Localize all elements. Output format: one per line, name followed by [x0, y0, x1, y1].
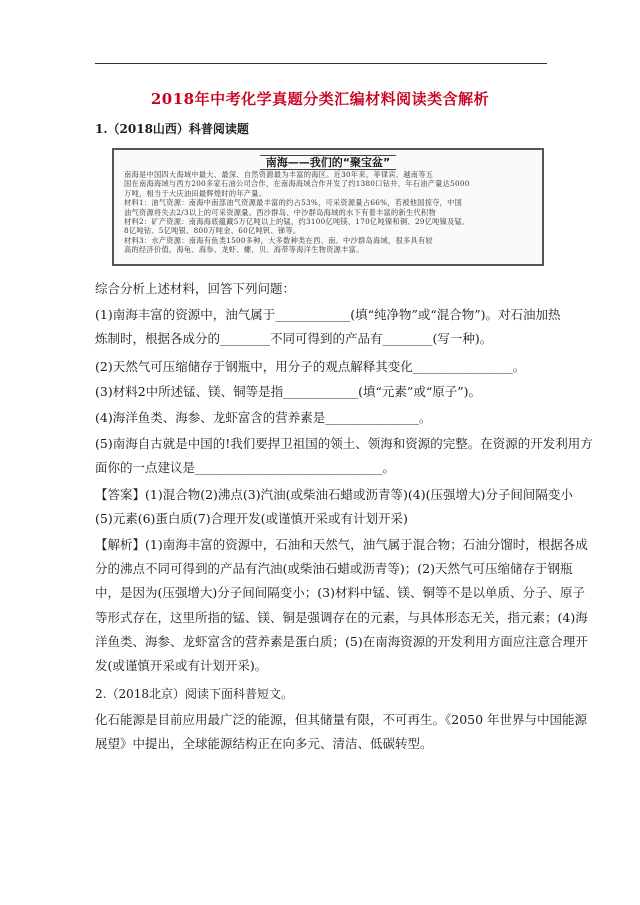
top-rule — [95, 63, 547, 64]
question-1-heading: 1.（2018山西）科普阅读题 — [95, 122, 249, 136]
scan-line: 高的经济价值。海龟、海参、龙虾、螺、贝、海带等海洋生物资源丰富。 — [124, 245, 364, 255]
scanned-material-title: 南海——我们的“聚宝盆” — [114, 154, 542, 170]
analysis-line: 分的沸点不同可得到的产品有汽油(或柴油石蜡或沥青等)；(2)天然气可压缩储存于钢瓶 — [95, 561, 573, 576]
scan-line: 国在南海海域与西方200多家石油公司合作，在南海海域合作开发了约1380口钻井，年石油产量达5000 — [124, 179, 470, 189]
question-line: 面你的一点建议是______________________________。 — [95, 460, 396, 475]
analysis-line: 中，是因为(压强增大)分子间间隔变小；(3)材料中锰、镁、铜等不是以单质、分子、原子 — [95, 585, 585, 600]
body-line: 展望》中提出，全球能源结构正在向多元、清洁、低碳转型。 — [95, 736, 433, 751]
analysis-line: 洋鱼类、海参、龙虾富含的营养素是蛋白质；(5)在南海资源的开发利用方面应注意合理开 — [95, 634, 588, 649]
answer-label: 【答案】 — [95, 487, 146, 502]
scan-line: 油气资源将失去2/3以上的可采资源量。西沙群岛、中沙群岛海域的水下有着丰富的新生代积物 — [124, 207, 436, 217]
analysis-line: 【解析】(1)南海丰富的资源中，石油和天然气，油气属于混合物；石油分馏时，根据各成 — [95, 537, 588, 552]
scan-line: 材料3：水产资源：南海有鱼类1500多种，大多数种类在西、南、中沙群岛海域，很多具有较 — [124, 235, 433, 245]
scan-line: 万吨，相当于大庆油田最辉煌时的年产量。 — [124, 188, 267, 198]
question-line: (3)材料2中所述锰、镁、铜等是指____________(填“元素”或“原子”)。 — [95, 384, 481, 399]
intro-text: 综合分析上述材料，回答下列问题： — [95, 281, 296, 296]
scan-line: 南海是中国四大海域中最大、最深、自然资源最为丰富的海区。近30年来，菲律宾、越南等五 — [124, 170, 434, 179]
scan-line: 8亿吨钴、5亿吨银、800万吨金、60亿吨钒、锑等。 — [124, 226, 301, 236]
question-line: (2)天然气可压缩储存于钢瓶中，用分子的观点解释其变化________________。 — [95, 359, 526, 374]
question-line: 炼制时，根据各成分的________不同可得到的产品有________(写一种)。 — [95, 331, 493, 346]
analysis-line: 等形式存在，这里所指的锰、镁、铜是强调存在的元素，与具体形态无关，指元素；(4)海 — [95, 610, 588, 625]
page-title: 2018年中考化学真题分类汇编材料阅读类含解析 — [150, 90, 490, 108]
analysis-label: 【解析】 — [95, 537, 146, 552]
question-line: (5)南海自古就是中国的!我们要捍卫祖国的领土、领海和资源的完整。在资源的开发利用方 — [95, 436, 593, 451]
scanned-material-box — [112, 148, 544, 266]
question-2-heading: 2.（2018北京）阅读下面科普短文。 — [95, 687, 293, 701]
analysis-line: 发(或谨慎开采或有计划开采)。 — [95, 658, 268, 673]
body-line: 化石能源是目前应用最广泛的能源，但其储量有限，不可再生。《2050 年世界与中国能源 — [95, 712, 588, 727]
answer-line: (5)元素(6)蛋白质(7)合理开发(或谨慎开采或有计划开采) — [95, 511, 408, 526]
answer-line: 【答案】(1)混合物(2)沸点(3)汽油(或柴油石蜡或沥青等)(4)(压强增大)分子间间隔变小 — [95, 487, 573, 502]
question-line: (4)海洋鱼类、海参、龙虾富含的营养素是_______________。 — [95, 410, 432, 425]
scan-line: 材料2：矿产资源：南海海底蕴藏5万亿吨以上的锰，约3100亿吨镁、170亿吨镍和铜、29亿吨镍及锰、 — [124, 217, 470, 227]
question-line: (1)南海丰富的资源中，油气属于____________(填“纯净物”或“混合物”)。对石油加热 — [95, 307, 561, 322]
scan-line: 材料1：油气资源：南海中南部油气资源最丰富的约占53%，可采资源量占66%，若被他国掠夺，中国 — [124, 198, 463, 208]
